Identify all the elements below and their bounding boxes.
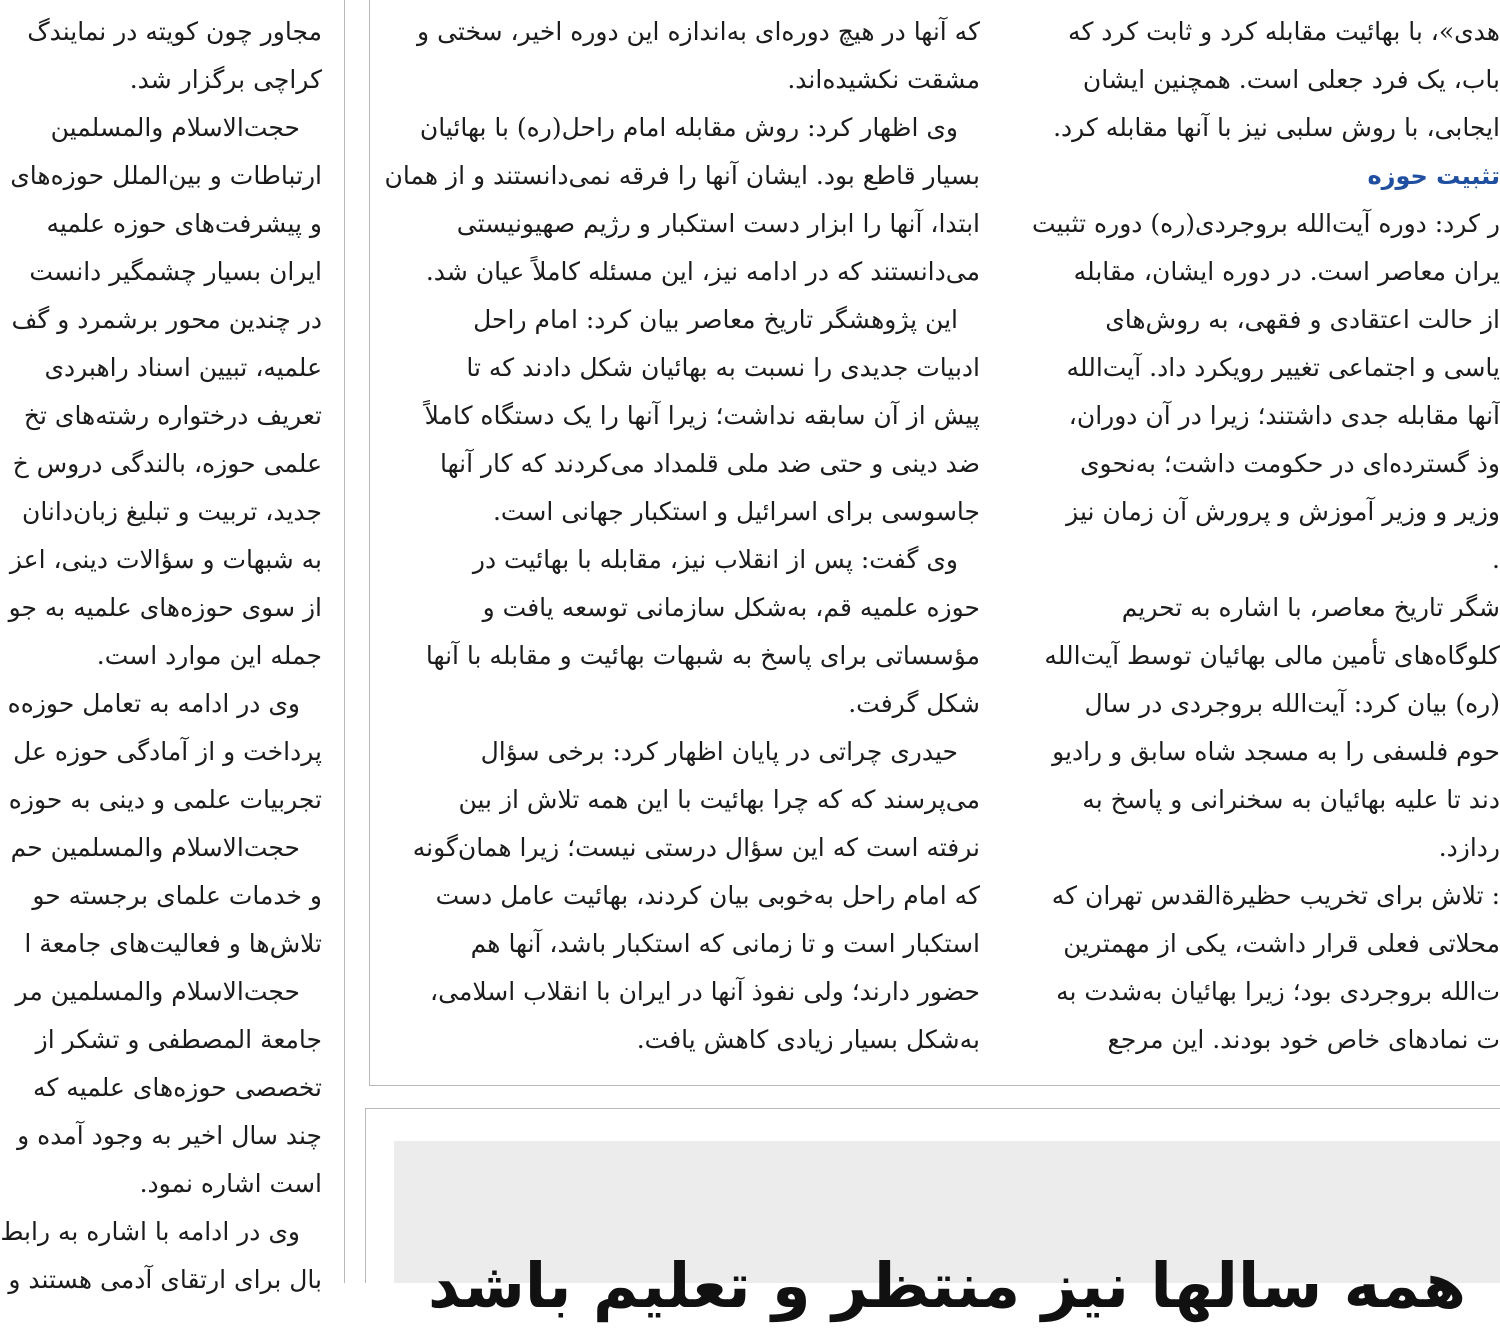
- article-line: می‌دانستند که در ادامه نیز، این مسئله کاملاً عیان شد.: [425, 257, 980, 286]
- article-line: باب، یک فرد جعلی است. همچنین ایشان: [1082, 65, 1500, 94]
- article-line: ابتدا، آنها را ابزار دست استکبار و رژیم صهیونیستی: [456, 209, 980, 238]
- article-line: در چندین محور برشمرد و گف: [11, 305, 322, 334]
- article-line: جدید، تربیت و تبلیغ زبان‌دانان: [21, 497, 322, 526]
- article-line: شکل گرفت.: [848, 689, 980, 718]
- article-line: و پیشرفت‌های حوزه علمیه: [46, 209, 322, 238]
- article-line: جمله این موارد است.: [96, 641, 322, 670]
- article-line: علمیه، تبیین اسناد راهبردی: [44, 353, 322, 382]
- article-line: ارتباطات و بین‌الملل حوزه‌های: [10, 161, 322, 190]
- article-line: به شبهات و سؤالات دینی، اعز: [9, 545, 322, 574]
- article-line: پیش از آن سابقه نداشت؛ زیرا آنها را یک دستگاه کاملاً: [424, 401, 980, 430]
- article-line: پرداخت و از آمادگی حوزه عل: [13, 737, 322, 766]
- article-line: بال برای ارتقای آدمی هستند و: [8, 1265, 322, 1294]
- column-rule-left: [344, 0, 345, 1283]
- article-line: حجت‌الاسلام والمسلمین مر: [15, 977, 300, 1006]
- article-line: ایران بسیار چشمگیر دانست: [29, 257, 322, 286]
- article-line: نرفته است که این سؤال درستی نیست؛ زیرا همان‌گونه: [412, 833, 980, 862]
- article-line: حیدری چراتی در پایان اظهار کرد: برخی سؤال: [480, 737, 958, 766]
- article-line: حضور دارند؛ ولی نفوذ آنها در ایران با انقلاب اسلامی،: [430, 977, 980, 1006]
- article-line: : تلاش برای تخریب حظیرةالقدس تهران که: [1051, 881, 1500, 910]
- article-line: حوم فلسفی را به مسجد شاه سابق و رادیو: [1052, 737, 1500, 766]
- article-line: بسیار قاطع بود. ایشان آنها را فرقه نمی‌دانستند و از همان: [384, 161, 980, 190]
- article-line: وی در ادامه با اشاره به رابط: [0, 1217, 300, 1246]
- article-line: کلوگاه‌های تأمین مالی بهائیان توسط آیت‌الله: [1044, 641, 1500, 670]
- article-line: این پژوهشگر تاریخ معاصر بیان کرد: امام راحل: [473, 305, 958, 334]
- article-line: به‌شکل بسیار زیادی کاهش یافت.: [636, 1025, 980, 1054]
- article-line: حجت‌الاسلام والمسلمین: [50, 113, 300, 142]
- article-line: از سوی حوزه‌های علمیه به جو: [8, 593, 322, 622]
- article-line: وزیر و وزیر آموزش و پرورش آن زمان نیز: [1066, 497, 1500, 526]
- article-line: وی در ادامه به تعامل حوزه‌ه: [7, 689, 300, 718]
- article-line: (ره) بیان کرد: آیت‌الله بروجردی در سال: [1084, 689, 1500, 718]
- column-rule-bottom: [369, 1085, 1500, 1086]
- article-line: که امام راحل به‌خوبی بیان کردند، بهائیت عامل دست: [435, 881, 980, 910]
- article-line: استکبار است و تا زمانی که استکبار باشد، آنها هم: [470, 929, 980, 958]
- article-line: شگر تاریخ معاصر، با اشاره به تحریم: [1121, 593, 1500, 622]
- article-line: جامعة المصطفی و تشکر از: [35, 1025, 322, 1054]
- article-line: مجاور چون کویته در نمایندگ: [27, 17, 322, 46]
- article-line: .: [1492, 545, 1500, 574]
- article-line: محلاتی فعلی قرار داشت، یکی از مهمترین: [1063, 929, 1500, 958]
- article-column-left: [0, 8, 322, 1304]
- article-line: ایجابی، با روش سلبی نیز با آنها مقابله کرد.: [1053, 113, 1500, 142]
- article-line: ادبیات جدیدی را نسبت به بهائیان شکل دادند که تا: [466, 353, 980, 382]
- article-line: مشقت نکشیده‌اند.: [787, 65, 980, 94]
- article-line: از حالت اعتقادی و فقهی، به روش‌های: [1105, 305, 1500, 334]
- article-line: جاسوسی برای اسرائیل و استکبار جهانی است.: [492, 497, 980, 526]
- article-line: هدی»، با بهائیت مقابله کرد و ثابت کرد که: [1068, 17, 1500, 46]
- article-line: ت‌الله بروجردی بود؛ زیرا بهائیان به‌شدت به: [1056, 977, 1500, 1006]
- article-line: کراچی برگزار شد.: [129, 65, 322, 94]
- article-line: است اشاره نمود.: [139, 1169, 322, 1198]
- article-line: حوزه علمیه قم، به‌شکل سازمانی توسعه یافت و: [482, 593, 980, 622]
- article-line: تجربیات علمی و دینی به حوزه: [8, 785, 322, 814]
- article-line: علمی حوزه، بالندگی دروس خ: [12, 449, 322, 478]
- article-line: ت نمادهای خاص خود بودند. این مرجع: [1107, 1025, 1500, 1054]
- article-line: که آنها در هیچ دوره‌ای به‌اندازه این دوره اخیر، سختی و: [417, 17, 980, 46]
- article-line: ر کرد: دوره آیت‌الله بروجردی(ره) دوره تثبیت: [1031, 209, 1500, 238]
- article-line: تلاش‌ها و فعالیت‌های جامعة ا: [24, 929, 322, 958]
- article-line: و خدمات علمای برجسته حو: [32, 881, 322, 910]
- article-line: آنها مقابله جدی داشتند؛ زیرا در آن دوران،: [1068, 401, 1500, 430]
- article-line: می‌پرسند که که چرا بهائیت با این همه تلاش از بین: [458, 785, 980, 814]
- article-line: ضد دینی و حتی ضد ملی قلمداد می‌کردند که کار آنها: [439, 449, 980, 478]
- article-line: یاسی و اجتماعی تغییر رویکرد داد. آیت‌الله: [1066, 353, 1500, 382]
- article-column-middle: [384, 8, 980, 1064]
- article-line: وی گفت: پس از انقلاب نیز، مقابله با بهائیت در: [472, 545, 958, 574]
- section-heading: تثبیت حوزه: [1367, 162, 1500, 190]
- article-line: حجت‌الاسلام والمسلمین حم: [10, 833, 300, 862]
- article-column-right: [1028, 8, 1500, 1064]
- article-line: وذ گسترده‌ای در حکومت داشت؛ به‌نحوی: [1079, 449, 1500, 478]
- column-rule-middle: [369, 0, 370, 1086]
- article-line: یران معاصر است. در دوره ایشان، مقابله: [1073, 257, 1500, 286]
- article-line: تعریف درختواره رشته‌های تخ: [23, 401, 322, 430]
- article-line: دند تا علیه بهائیان به سخنرانی و پاسخ به: [1082, 785, 1500, 814]
- article-line: وی اظهار کرد: روش مقابله امام راحل(ره) با بهائیان: [419, 113, 958, 142]
- article-line: چند سال اخیر به وجود آمده و: [17, 1121, 322, 1150]
- article-line: مؤسساتی برای پاسخ به شبهات بهائیت و مقابله با آنها: [425, 641, 980, 670]
- article-line: تخصصی حوزه‌های علمیه که: [33, 1073, 322, 1102]
- article-line: ردازد.: [1438, 833, 1500, 862]
- feature-box-headline: همه سالها نیز منتظر و تعلیم باشد: [428, 1249, 1466, 1322]
